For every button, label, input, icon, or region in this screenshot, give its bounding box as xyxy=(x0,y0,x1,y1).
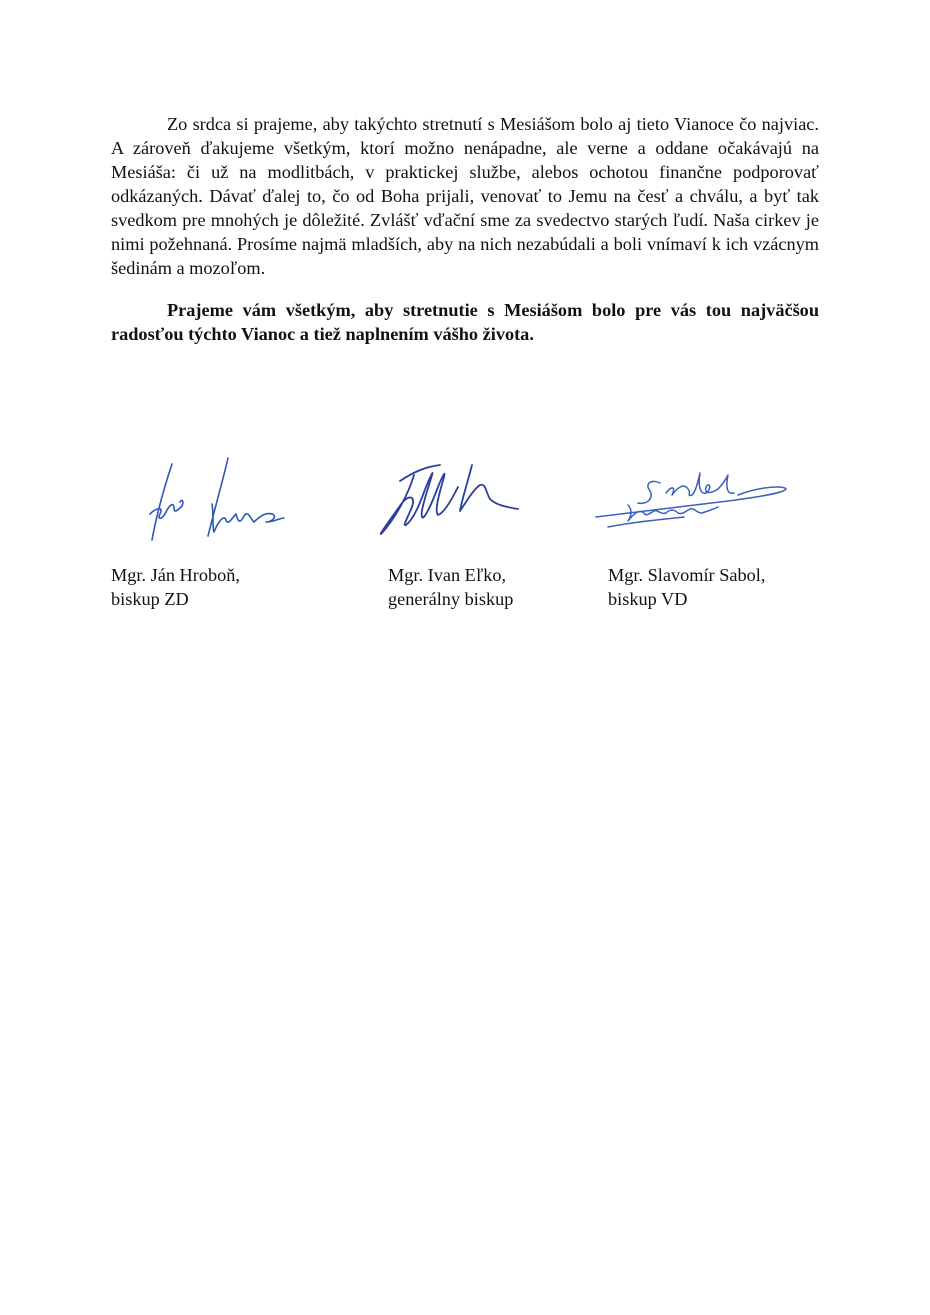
signatory-title: biskup VD xyxy=(608,589,688,609)
signature-hrobon-icon xyxy=(140,452,290,547)
signatory-block-elko xyxy=(388,563,513,611)
closing-wish-paragraph: Prajeme vám všetkým, aby stretnutie s Mesiášom bolo pre vás tou najväčšou radosťou týchto Vianoc a tiež naplnením vášho života. xyxy=(111,300,819,344)
signature-elko-icon xyxy=(362,455,534,545)
signatory-title: generálny biskup xyxy=(388,589,514,609)
signatory-name: Mgr. Ivan Eľko, xyxy=(388,565,507,585)
signatory-title: biskup ZD xyxy=(111,589,189,609)
signatory-block-hrobon xyxy=(111,563,240,611)
signatory-name: Mgr. Slavomír Sabol, xyxy=(608,565,766,585)
signatory-block-sabol xyxy=(608,563,765,611)
signatory-name: Mgr. Ján Hroboň, xyxy=(111,565,240,585)
body-paragraph: Zo srdca si prajeme, aby takýchto stretnutí s Mesiášom bolo aj tieto Vianoce čo najviac. A zároveň ďakujeme všetkým, ktorí možno nenápadne, ale verne a oddane očakávajú na Mesiáša: či už na modlitbách, v praktickej službe, alebos ochotou finančne podporovať odkázaných. Dávať ďalej to, čo od Boha prijali, venovať to Jemu na česť a chválu, a byť tak svedkom pre mnohých je dôležité. Zvlášť vďační sme za svedectvo starých ľudí. Naša cirkev je nimi požehnaná. Prosíme najmä mladších, aby na nich nezabúdali a boli vnímaví k ich vzácnym šedinám a mozoľom. xyxy=(111,114,819,278)
signature-sabol-icon xyxy=(588,465,793,535)
